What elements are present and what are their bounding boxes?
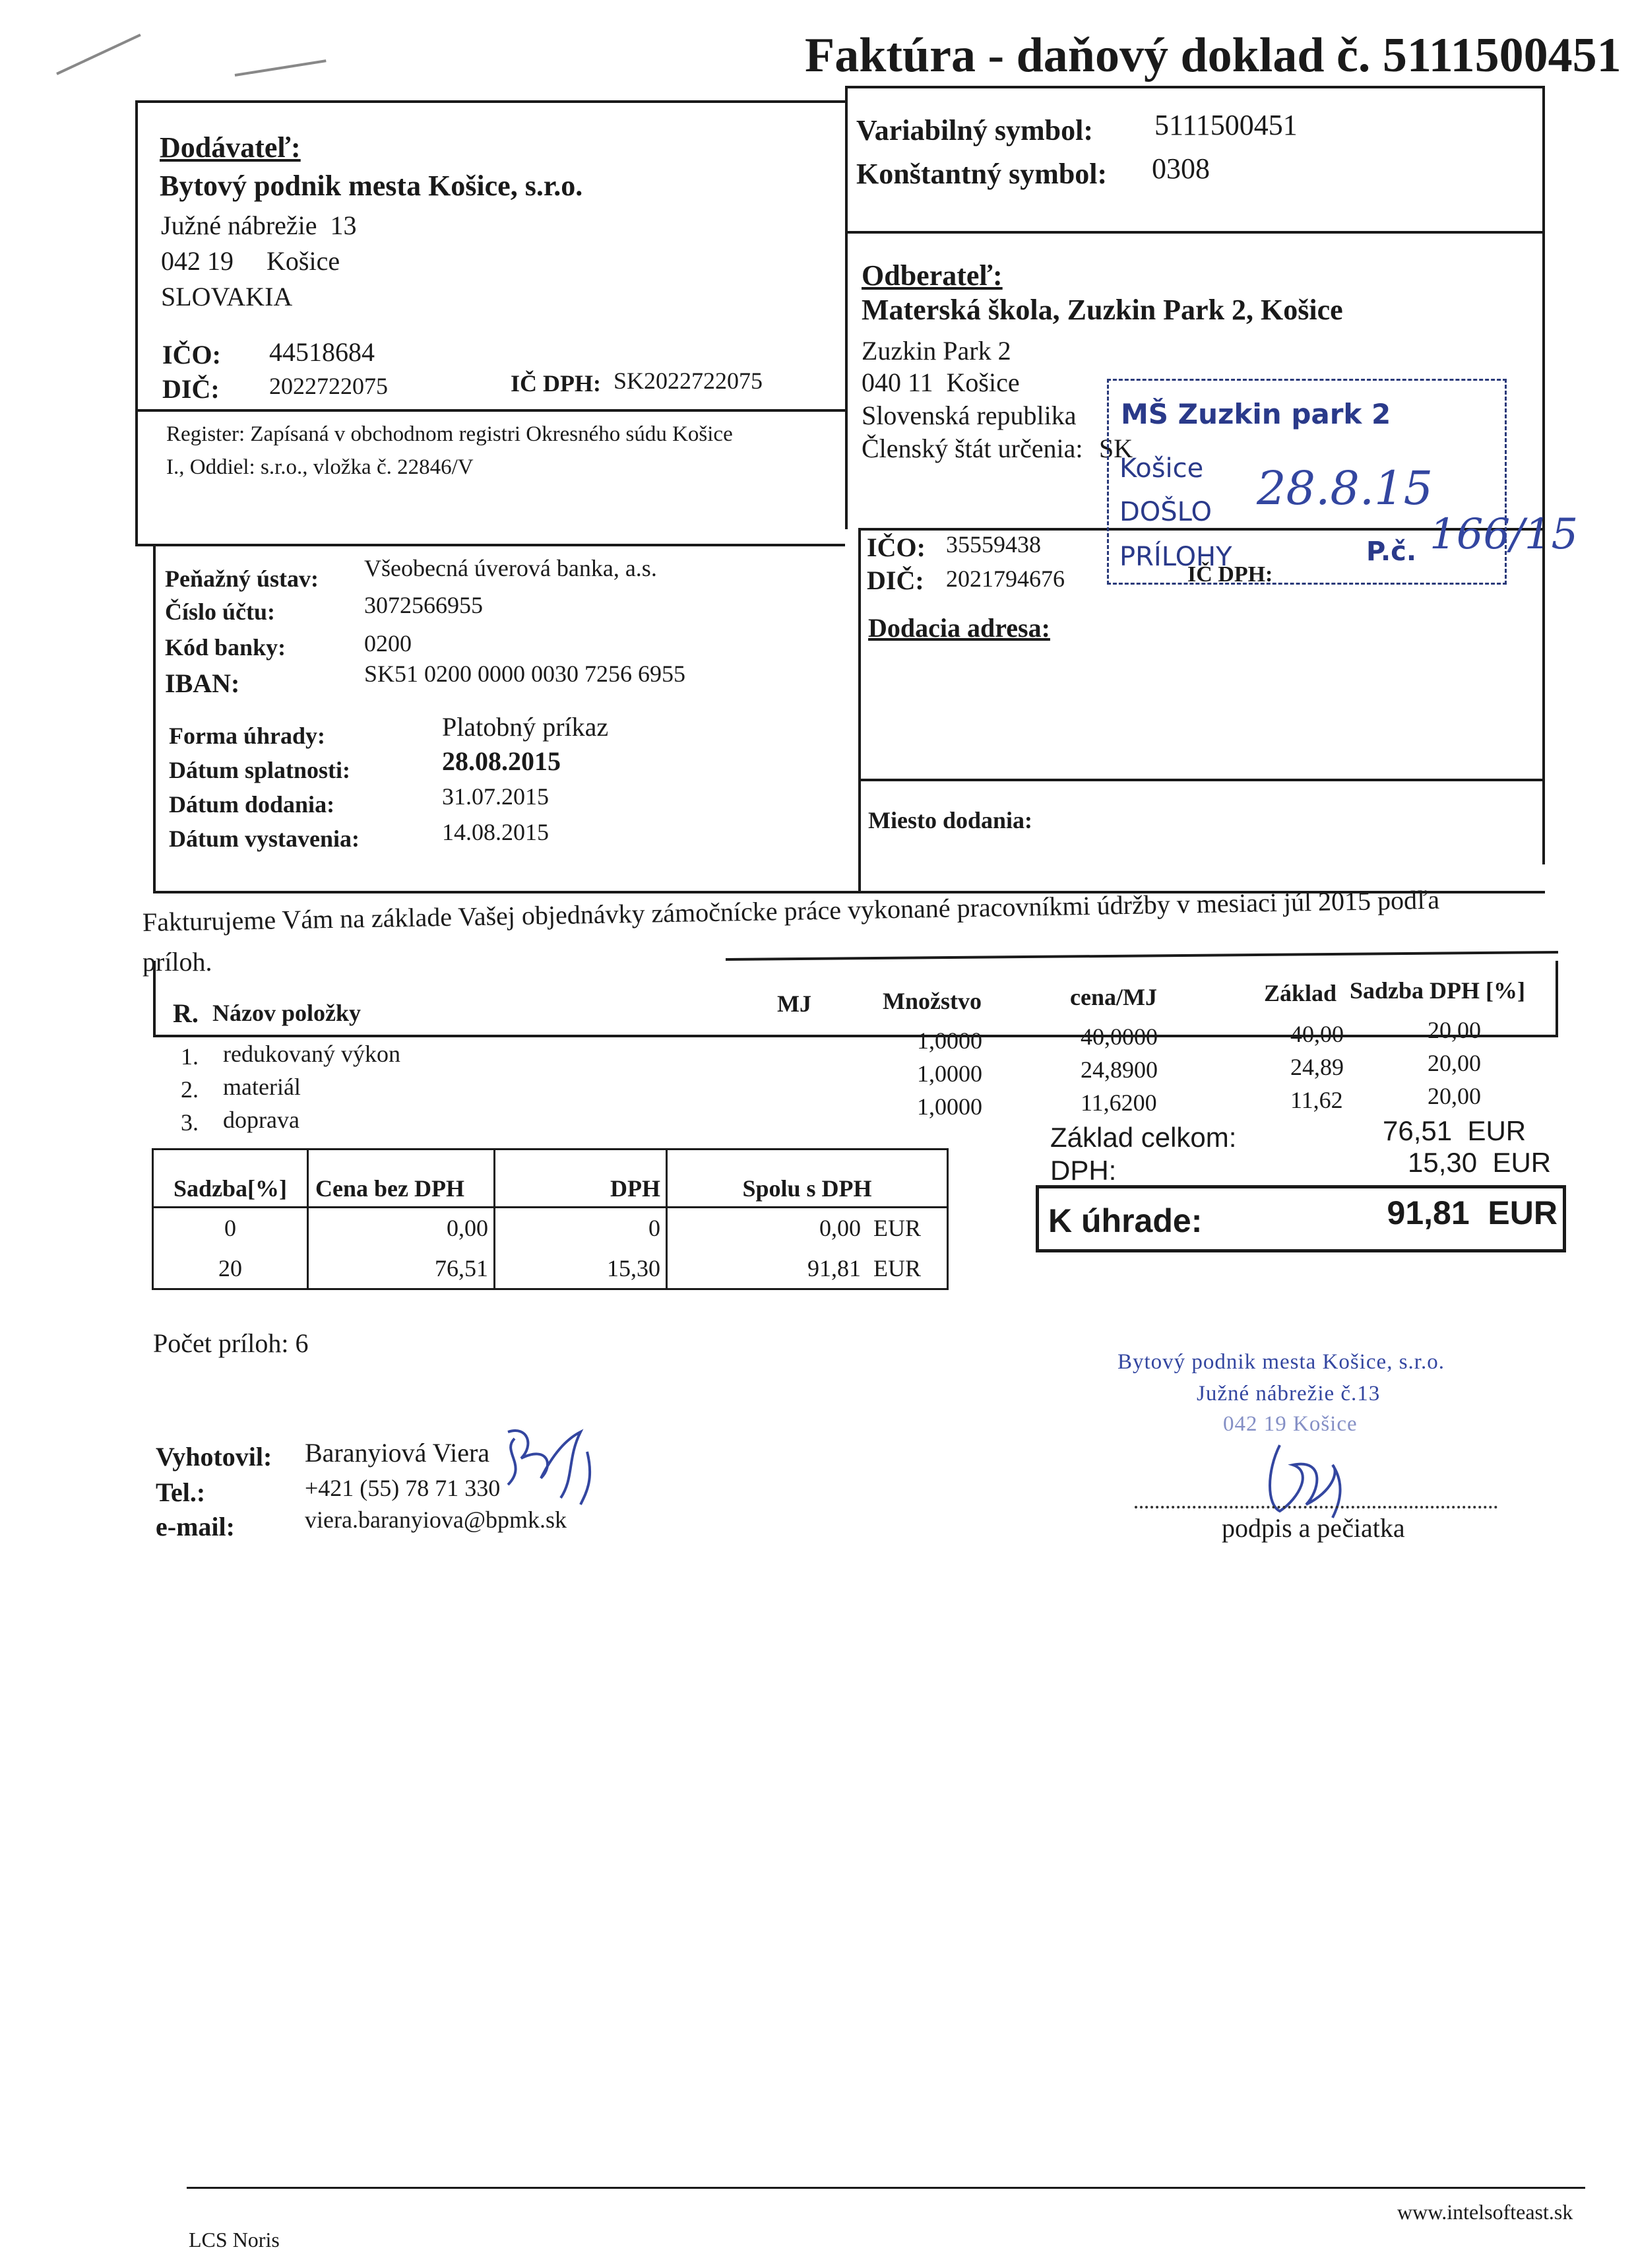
vat-total: 91,81 [667,1248,873,1289]
received-date-handwritten: 28.8.15 [1257,461,1433,515]
items-header-base: Základ [1264,980,1337,1006]
frame-line [135,544,845,546]
frame-line [135,100,845,103]
iban-label: IBAN: [165,668,240,698]
items-header-price: cena/MJ [1070,984,1157,1010]
bank-code-label: Kód banky: [165,634,286,661]
delivery-address-label: Dodacia adresa: [868,613,1050,643]
table-row [153,1248,948,1289]
frame-line [135,409,845,412]
supplier-country: SLOVAKIA [161,282,293,311]
base-total-label: Základ celkom: [1050,1122,1237,1153]
vat-h-rate: Sadzba[%] [153,1150,308,1208]
customer-city: 040 11 Košice [862,368,1020,397]
email-label: e-mail: [156,1512,235,1541]
invoice-title: Faktúra - daňový doklad č. 5111500451 [805,28,1621,82]
vat-rate: 20 [153,1248,308,1289]
supplier-ico-label: IČO: [162,340,221,370]
bank-code: 0200 [364,630,412,657]
signature-line [1135,1506,1497,1508]
vat-h-net: Cena bez DPH [308,1150,495,1208]
pen-mark [56,34,141,75]
frame-line [858,779,1545,781]
payment-form: Platobný príkaz [442,712,609,742]
constant-symbol-label: Konštantný symbol: [856,158,1108,190]
items-header-name: Názov položky [212,1000,361,1026]
footer-right: www.intelsofteast.sk [1397,2200,1573,2224]
signature-handwritten [1253,1432,1359,1524]
received-stamp-line4: PRÍLOHY [1119,542,1232,572]
frame-line [845,86,1545,88]
received-stamp-line4-right: P.č. [1366,536,1417,567]
issue-date: 14.08.2015 [442,819,549,845]
due-date-label: Dátum splatnosti: [169,757,351,783]
frame-line [153,544,156,893]
supplier-register-line2: I., Oddiel: s.r.o., vložka č. 22846/V [166,455,474,479]
item-price: 24,8900 [1081,1056,1158,1083]
frame-line [858,528,861,891]
received-number-handwritten: 166/15 [1430,510,1579,559]
frame-line [1542,86,1545,864]
tel: +421 (55) 78 71 330 [305,1475,501,1501]
variable-symbol-label: Variabilný symbol: [856,114,1094,146]
item-no: 3. [181,1109,199,1136]
item-no: 2. [181,1076,199,1103]
customer-street: Zuzkin Park 2 [862,336,1011,366]
vat-amount: 15,30 [495,1248,667,1289]
invoice-intro-line2: príloh. [142,947,212,977]
supplier-city: 042 19 Košice [161,246,340,276]
supplier-icdph: SK2022722075 [614,368,763,394]
variable-symbol: 5111500451 [1154,109,1298,141]
received-stamp-line2: Košice [1119,453,1204,484]
supplier-register-line1: Register: Zapísaná v obchodnom registri Okresného súdu Košice [166,422,733,446]
item-qty: 1,0000 [917,1093,982,1120]
account-number: 3072566955 [364,592,483,618]
invoice-intro-line1: Fakturujeme Vám na základe Vašej objednávky zámočnícke práce vykonané pracovníkmi údržby v mesiaci júl 2015 podľa [142,884,1440,937]
customer-country: Slovenská republika [862,401,1077,430]
item-vat: 20,00 [1428,1050,1481,1076]
customer-icdph-label: IČ DPH: [1187,562,1273,587]
item-qty: 1,0000 [917,1060,982,1087]
attachments-count: Počet príloh: 6 [153,1328,309,1358]
supplier-street: Južné nábrežie 13 [161,211,357,240]
item-price: 40,0000 [1081,1023,1158,1050]
vat-recap-table [152,1148,949,1290]
item-vat: 20,00 [1428,1017,1481,1043]
received-stamp [1107,379,1579,585]
iban: SK51 0200 0000 0030 7256 6955 [364,661,686,687]
vat-net: 0,00 [308,1208,495,1248]
delivery-date: 31.07.2015 [442,783,549,810]
item-no: 1. [181,1043,199,1070]
tel-label: Tel.: [156,1477,206,1507]
supplier-dic: 2022722075 [269,373,388,399]
item-base: 24,89 [1290,1054,1344,1080]
vat-currency: EUR [873,1208,948,1248]
item-name: doprava [223,1107,299,1133]
frame-line [726,951,1558,961]
vat-net: 76,51 [308,1248,495,1289]
bank-label: Peňažný ústav: [165,566,319,592]
email: viera.baranyiova@bpmk.sk [305,1507,567,1533]
supplier-icdph-label: IČ DPH: [511,370,601,397]
received-stamp-line1: MŠ Zuzkin park 2 [1121,398,1391,430]
items-header-r: R. [173,998,199,1028]
company-stamp-line2: Južné nábrežie č.13 [1197,1382,1381,1406]
company-stamp-line3: 042 19 Košice [1223,1412,1358,1436]
payment-form-label: Forma úhrady: [169,723,325,749]
amount-due: 91,81 EUR [1387,1194,1557,1231]
vat-total-label: DPH: [1050,1155,1117,1186]
items-header-qty: Množstvo [883,988,982,1014]
table-row [153,1150,948,1208]
account-label: Číslo účtu: [165,599,276,625]
frame-line [845,231,1545,234]
vat-total: 0,00 [667,1208,873,1248]
customer-heading: Odberateľ: [862,259,1003,292]
issue-date-label: Dátum vystavenia: [169,826,360,852]
supplier-heading: Dodávateľ: [160,131,301,164]
item-base: 40,00 [1290,1021,1344,1047]
frame-line [845,86,848,529]
customer-state-label: Členský štát určenia: [862,434,1083,463]
supplier-dic-label: DIČ: [162,374,220,404]
customer-ico: 35559438 [946,531,1041,558]
vat-h-vat: DPH [495,1150,667,1208]
vat-h-total: Spolu s DPH [667,1150,948,1208]
made-by-label: Vyhotovil: [156,1442,272,1472]
base-total: 76,51 EUR [1383,1115,1526,1146]
bank-name: Všeobecná úverová banka, a.s. [364,555,657,581]
item-price: 11,6200 [1081,1089,1157,1116]
footer-line [187,2187,1585,2189]
received-stamp-line3: DOŠLO [1119,497,1212,527]
table-row [153,1208,948,1248]
customer-state: SK [1099,434,1133,463]
amount-due-box [1036,1185,1566,1252]
frame-line [135,100,138,544]
customer-ico-label: IČO: [867,533,926,562]
supplier-name: Bytový podnik mesta Košice, s.r.o. [160,170,583,202]
company-stamp-line1: Bytový podnik mesta Košice, s.r.o. [1117,1350,1445,1374]
vat-amount: 0 [495,1208,667,1248]
items-header-vat: Sadzba DPH [%] [1350,977,1526,1004]
customer-dic-label: DIČ: [867,566,924,595]
constant-symbol: 0308 [1152,152,1210,185]
vat-total: 15,30 EUR [1408,1147,1552,1178]
delivery-date-label: Dátum dodania: [169,791,335,818]
supplier-ico: 44518684 [269,337,375,367]
items-header-box [153,961,1558,1037]
item-name: redukovaný výkon [223,1041,400,1067]
delivery-place-label: Miesto dodania: [868,807,1033,833]
signature-label: podpis a pečiatka [1222,1513,1405,1543]
vat-currency: EUR [873,1248,948,1289]
item-qty: 1,0000 [917,1027,982,1054]
due-date: 28.08.2015 [442,746,561,776]
pen-mark [235,59,327,77]
item-vat: 20,00 [1428,1083,1481,1109]
customer-name: Materská škola, Zuzkin Park 2, Košice [862,294,1343,326]
customer-dic: 2021794676 [946,566,1065,592]
items-header-mj: MJ [777,990,811,1017]
item-base: 11,62 [1290,1087,1343,1113]
amount-due-label: K úhrade: [1048,1202,1203,1239]
item-name: materiál [223,1074,301,1100]
signature-handwritten [488,1412,607,1511]
vat-rate: 0 [153,1208,308,1248]
footer-left: LCS Noris [189,2228,280,2252]
made-by: Baranyiová Viera [305,1438,490,1468]
